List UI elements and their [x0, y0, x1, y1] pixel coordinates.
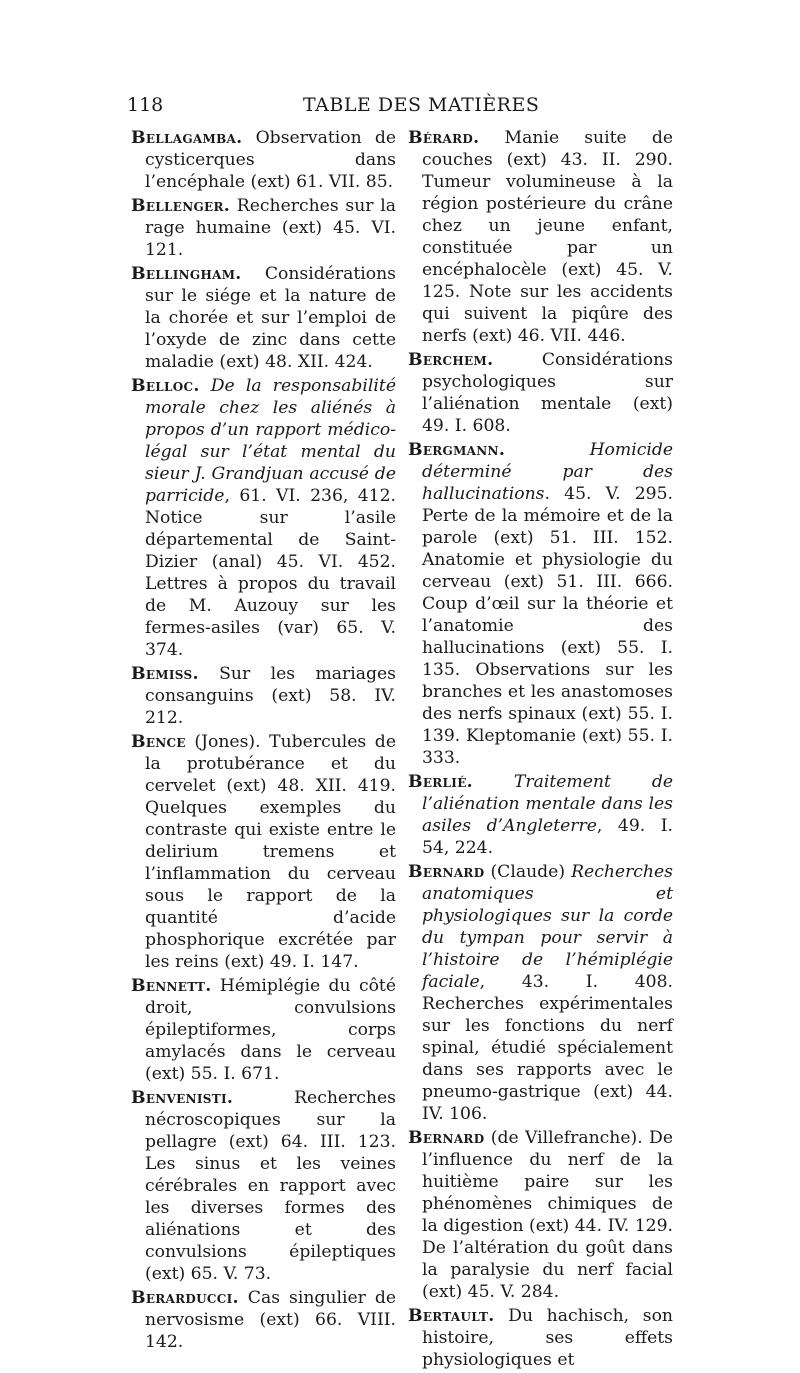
entry-text: (de Villefranche). De l’influence du nerf de la huitième paire sur les phénomènes chimiques de la digestion (ext) 44. IV. 129. De l’altération du goût dans la paralysie du nerf facial (ext) 45. V. 284.	[422, 1128, 673, 1302]
index-entry	[131, 127, 396, 193]
index-entry	[408, 349, 673, 437]
entry-author: Bérard.	[408, 128, 480, 148]
index-entry	[131, 375, 396, 661]
entry-text	[473, 772, 514, 792]
entry-text: (Jones). Tubercules de la protubérance et du cervelet (ext) 48. XII. 419. Quelques exemples du contraste qui existe entre le delirium tremens et l’inflammation du cerveau sous le rapport de la quantité d’acide phosphorique excrétée par les reins (ext) 49. I. 147.	[145, 732, 396, 972]
entry-text	[200, 376, 211, 396]
index-entry	[408, 439, 673, 769]
running-title: TABLE DES MATIÈRES	[303, 94, 540, 116]
entry-text: , 43. I. 408. Recherches expérimentales sur les fonctions du nerf spinal, étudié spécialement dans ses rapports avec le pneumo-gastrique (ext) 44. IV. 106.	[422, 972, 673, 1124]
entry-text: Hémiplégie du côté droit, convulsions épileptiformes, corps amylacés dans le cerveau (ext) 55. I. 671.	[145, 976, 396, 1084]
entry-text: (Claude)	[484, 862, 572, 882]
entry-author: Bellingham.	[131, 264, 242, 284]
index-entry	[408, 771, 673, 859]
entry-text: Recherches sur la rage humaine (ext) 45. VI. 121.	[145, 196, 396, 260]
index-entry	[131, 731, 396, 973]
entry-title-italic: Traitement de l’aliénation mentale dans les asiles d’Angleterre	[422, 772, 673, 836]
entry-text: Considérations psychologiques sur l’aliénation mentale (ext) 49. I. 608.	[422, 350, 673, 436]
entry-author: Bence	[131, 732, 186, 752]
index-entry	[408, 1305, 673, 1371]
entry-author: Bernard	[408, 1128, 485, 1148]
entry-text: Recherches nécroscopiques sur la pellagre (ext) 64. III. 123. Les sinus et les veines cérébrales en rapport avec les diverses formes des aliénations et des convulsions épileptiques (ext) 65. V. 73.	[145, 1088, 396, 1284]
index-column-right	[408, 127, 673, 1373]
page-number: 118	[127, 94, 164, 116]
entry-author: Bellenger.	[131, 196, 231, 216]
entry-text: Considérations sur le siége et la nature de la chorée et sur l’emploi de l’oxyde de zinc dans cette maladie (ext) 48. XII. 424.	[145, 264, 396, 372]
entry-title-italic: Recherches anatomiques et physiologiques sur la corde du tympan pour servir à l’histoire de l’hémiplégie faciale	[422, 862, 673, 992]
index-entry	[131, 975, 396, 1085]
entry-title-italic: Homicide déterminé par des hallucinations	[422, 440, 673, 504]
entry-text: , 61. VI. 236, 412. Notice sur l’asile départemental de Saint-Dizier (anal) 45. VI. 452. Lettres à propos du travail de M. Auzouy sur les fermes-asiles (var) 65. V. 374.	[145, 486, 396, 660]
index-entry	[408, 861, 673, 1125]
page-header	[127, 94, 667, 118]
entry-text	[505, 440, 589, 460]
index-entry	[131, 663, 396, 729]
entry-text: . 45. V. 295. Perte de la mémoire et de la parole (ext) 51. III. 152. Anatomie et physiologie du cerveau (ext) 51. III. 666. Coup d’œil sur la théorie et l’anatomie des hallucinations (ext) 55. I. 135. Observations sur les branches et les anastomoses des nerfs spinaux (ext) 55. I. 139. Kleptomanie (ext) 55. I. 333.	[422, 484, 673, 768]
entry-author: Berchem.	[408, 350, 494, 370]
entry-text: Du hachisch, son histoire, ses effets physiologiques et	[422, 1306, 673, 1370]
index-entry	[131, 1087, 396, 1285]
entry-author: Bemiss.	[131, 664, 199, 684]
index-entry	[131, 195, 396, 261]
index-entry	[408, 127, 673, 347]
entry-author: Bergmann.	[408, 440, 506, 460]
entry-author: Bellagamba.	[131, 128, 243, 148]
index-entry	[131, 263, 396, 373]
entry-text: Cas singulier de nervosisme (ext) 66. VIII. 142.	[145, 1288, 396, 1352]
entry-text: , 49. I. 54, 224.	[422, 816, 673, 858]
index-entry	[131, 1287, 396, 1353]
entry-text: Manie suite de couches (ext) 43. II. 290. Tumeur volumineuse à la région postérieure du crâne chez un jeune enfant, constituée par un encéphalocèle (ext) 45. V. 125. Note sur les accidents qui suivent la piqûre des nerfs (ext) 46. VII. 446.	[422, 128, 673, 346]
entry-author: Belloc.	[131, 376, 200, 396]
entry-author: Benvenisti.	[131, 1088, 234, 1108]
entry-text: Observation de cysticerques dans l’encéphale (ext) 61. VII. 85.	[145, 128, 396, 192]
index-entry	[408, 1127, 673, 1303]
entry-author: Bertault.	[408, 1306, 495, 1326]
entry-author: Bernard	[408, 862, 485, 882]
entry-author: Bennett.	[131, 976, 212, 996]
index-column-left	[131, 127, 396, 1355]
entry-title-italic: De la responsabilité morale chez les aliénés à propos d’un rapport médico-légal sur l’état mental du sieur J. Grandjuan accusé de parricide	[145, 376, 397, 506]
entry-author: Berlié.	[408, 772, 473, 792]
entry-text: Sur les mariages consanguins (ext) 58. IV. 212.	[145, 664, 396, 728]
entry-author: Berarducci.	[131, 1288, 239, 1308]
